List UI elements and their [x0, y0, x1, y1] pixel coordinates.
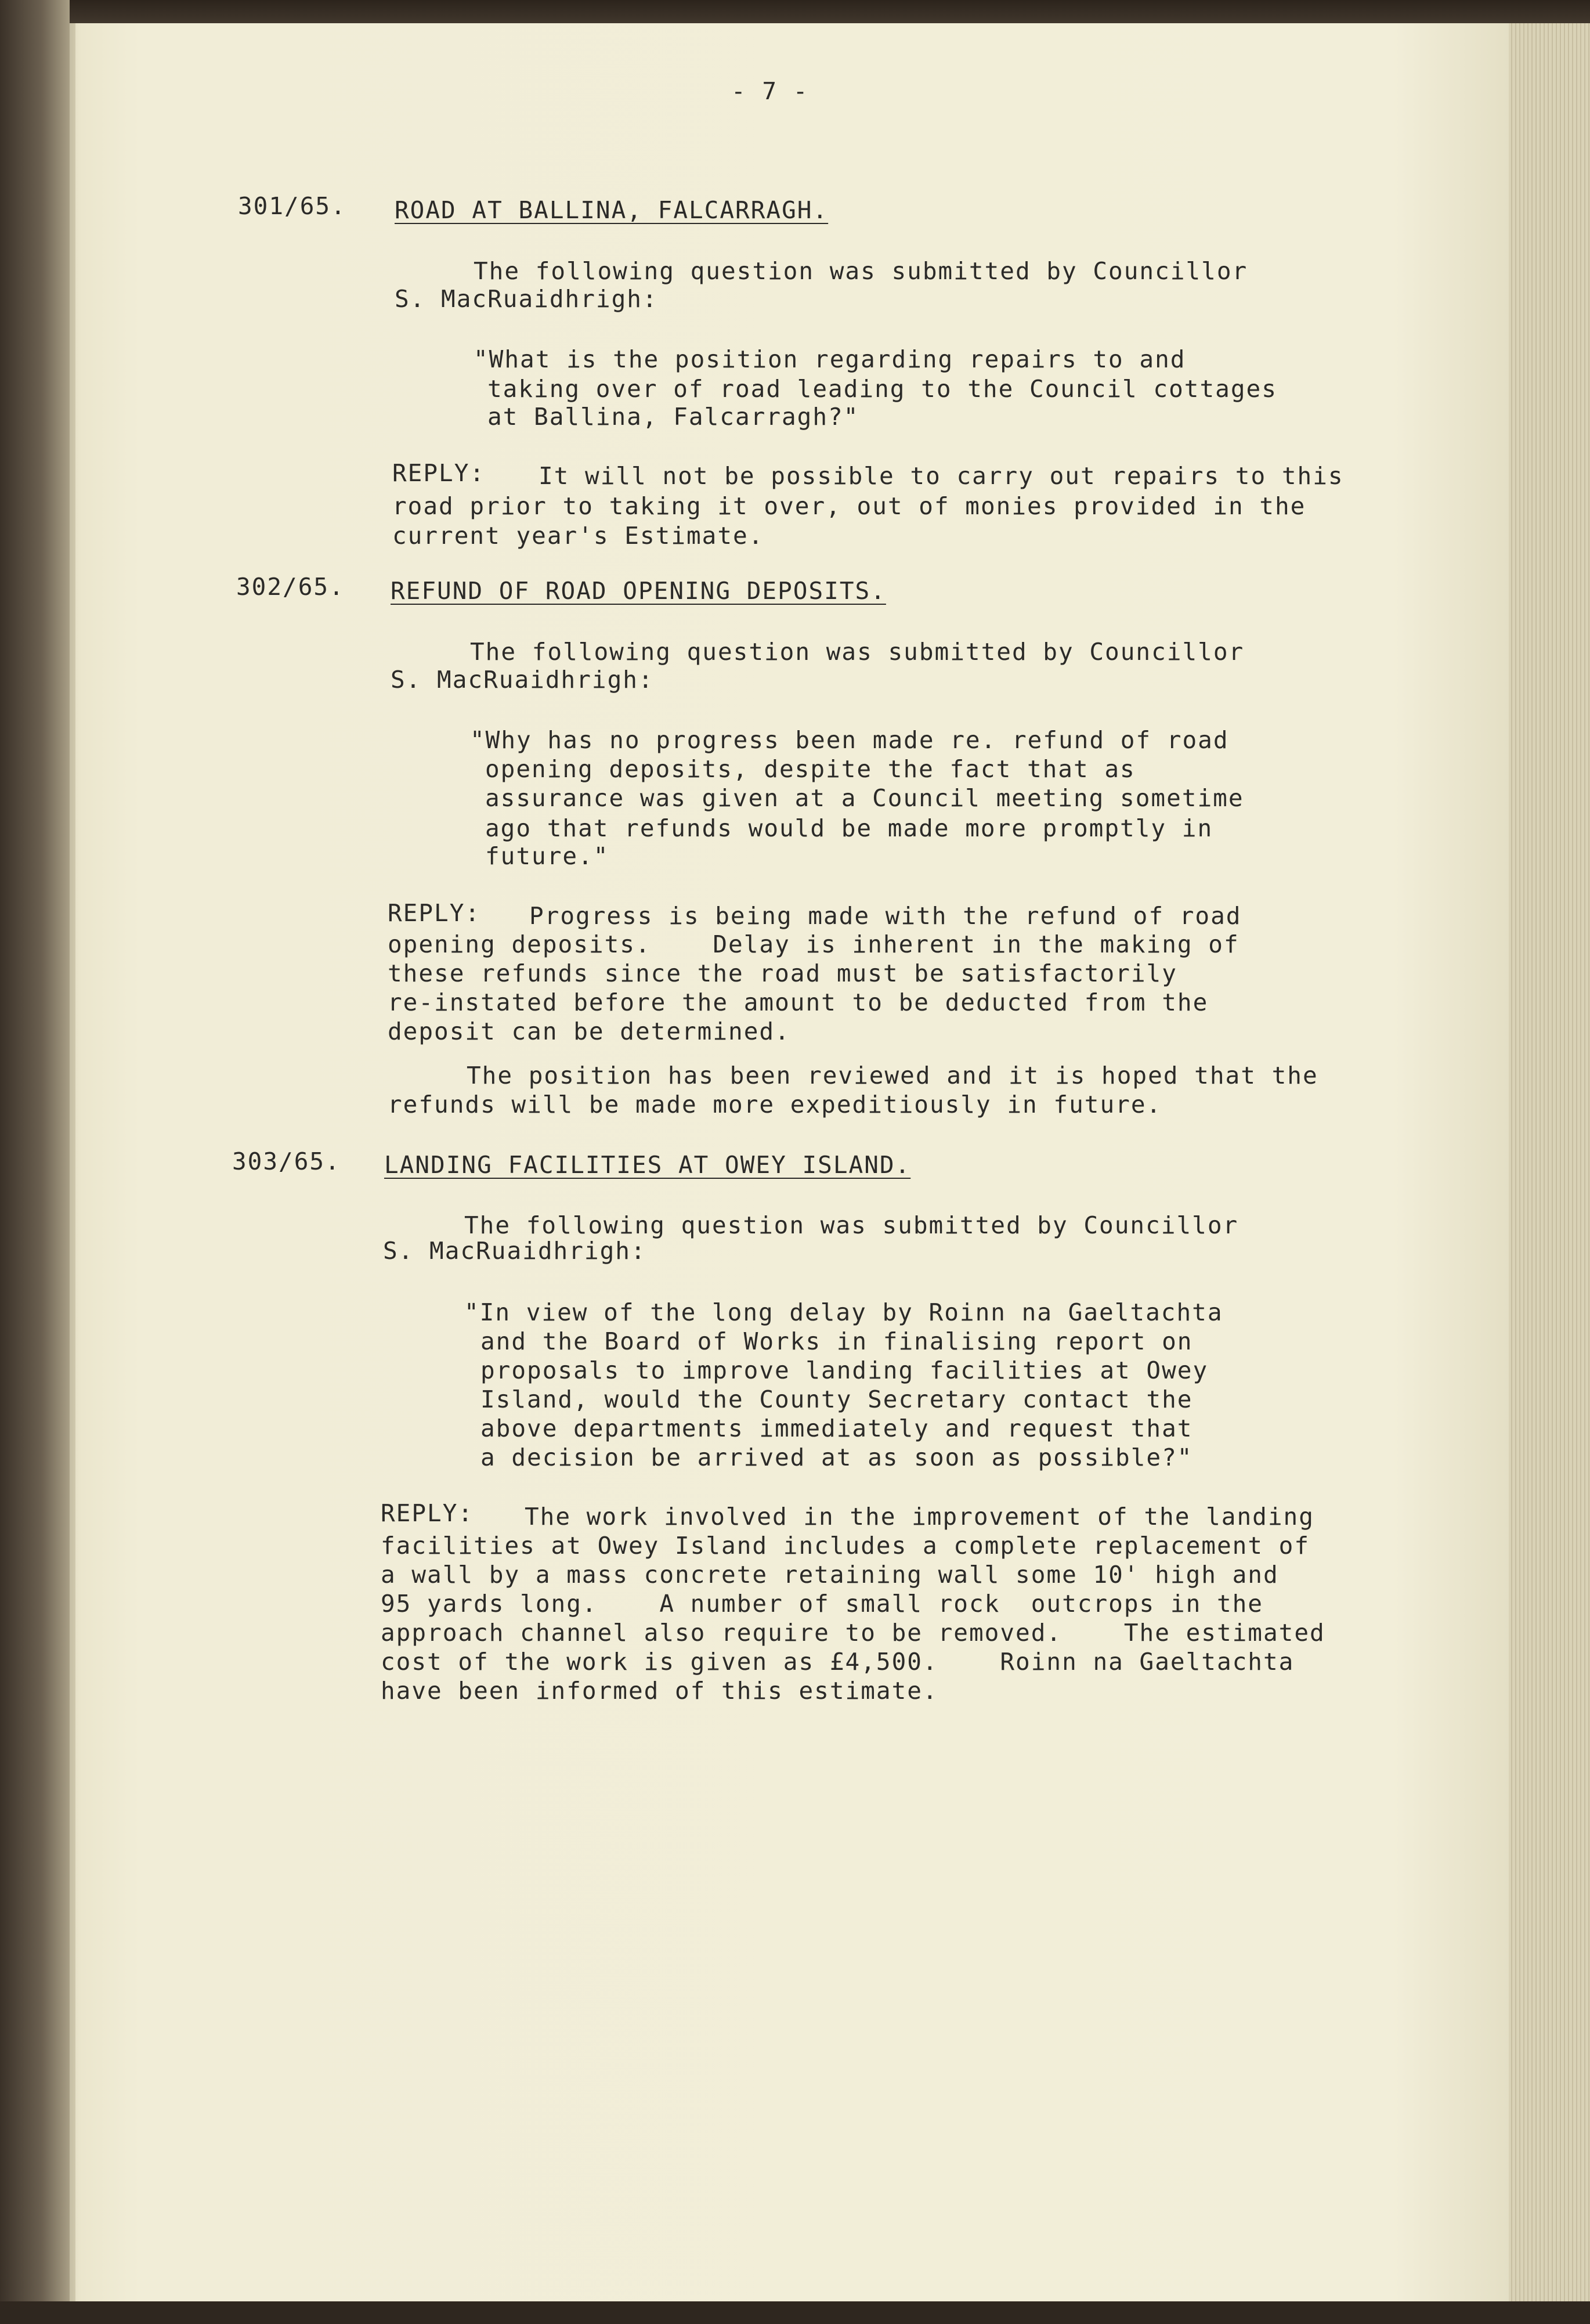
intro-line: The following question was submitted by Councillor	[470, 638, 1245, 666]
question-line: opening deposits, despite the fact that as	[485, 755, 1136, 783]
question-line: a decision be arrived at as soon as possible?"	[480, 1444, 1193, 1471]
intro-line: The following question was submitted by Councillor	[474, 257, 1248, 285]
reply-line: deposit can be determined.	[388, 1017, 790, 1045]
intro-line: The following question was submitted by Councillor	[464, 1211, 1239, 1239]
item-number: 301/65.	[238, 192, 346, 220]
reply-line: cost of the work is given as £4,500. Roinn na Gaeltachta	[381, 1648, 1295, 1676]
question-line: taking over of road leading to the Council cottages	[487, 375, 1277, 403]
reply-line: opening deposits. Delay is inherent in the making of	[388, 930, 1240, 958]
question-line: Island, would the County Secretary contact the	[480, 1385, 1193, 1413]
reply-line: The work involved in the improvement of the landing	[525, 1503, 1314, 1531]
reply-line: approach channel also require to be removed. The estimated	[381, 1619, 1325, 1647]
item-heading: ROAD AT BALLINA, FALCARRAGH.	[395, 196, 829, 224]
reply-label: REPLY:	[381, 1499, 474, 1527]
question-line: "In view of the long delay by Roinn na Gaeltachta	[464, 1298, 1223, 1326]
scan-background-left	[0, 0, 70, 2324]
question-line: "Why has no progress been made re. refund of road	[470, 726, 1229, 754]
reply-label: REPLY:	[392, 459, 486, 487]
reply-line: these refunds since the road must be satisfactorily	[388, 959, 1177, 987]
reply-line: road prior to taking it over, out of monies provided in the	[392, 492, 1306, 520]
reply-line: refunds will be made more expeditiously in future.	[388, 1091, 1162, 1118]
reply-line: Progress is being made with the refund of road	[529, 902, 1242, 930]
reply-line: It will not be possible to carry out repairs to this	[539, 462, 1344, 490]
question-line: at Ballina, Falcarragh?"	[487, 403, 859, 431]
question-line: above departments immediately and request that	[480, 1414, 1193, 1442]
reply-line: a wall by a mass concrete retaining wall some 10' high and	[381, 1561, 1279, 1589]
item-heading: REFUND OF ROAD OPENING DEPOSITS.	[391, 577, 886, 605]
question-line: "What is the position regarding repairs to and	[474, 345, 1186, 373]
item-heading: LANDING FACILITIES AT OWEY ISLAND.	[384, 1151, 911, 1179]
question-line: and the Board of Works in finalising report on	[480, 1327, 1193, 1355]
question-line: ago that refunds would be made more promptly in	[485, 814, 1213, 842]
reply-label: REPLY:	[388, 899, 481, 927]
reply-line: have been informed of this estimate.	[381, 1677, 938, 1705]
reply-line: re-instated before the amount to be deducted from the	[388, 988, 1209, 1016]
question-line: proposals to improve landing facilities at Owey	[480, 1356, 1209, 1384]
intro-line: S. MacRuaidhrigh:	[391, 666, 654, 694]
reply-line: The position has been reviewed and it is hoped that the	[467, 1062, 1318, 1089]
page-number: - 7 -	[731, 77, 809, 105]
reply-line: facilities at Owey Island includes a complete replacement of	[381, 1532, 1310, 1560]
scan-background-bottom	[0, 2301, 1590, 2324]
page-stack-edge	[1509, 23, 1590, 2301]
intro-line: S. MacRuaidhrigh:	[383, 1237, 646, 1265]
item-number: 303/65.	[232, 1147, 341, 1175]
question-line: assurance was given at a Council meeting sometime	[485, 784, 1244, 812]
item-number: 302/65.	[236, 573, 345, 601]
reply-line: current year's Estimate.	[392, 522, 764, 550]
reply-line: 95 yards long. A number of small rock outcrops in the	[381, 1590, 1263, 1618]
intro-line: S. MacRuaidhrigh:	[395, 285, 658, 313]
question-line: future."	[485, 842, 609, 870]
